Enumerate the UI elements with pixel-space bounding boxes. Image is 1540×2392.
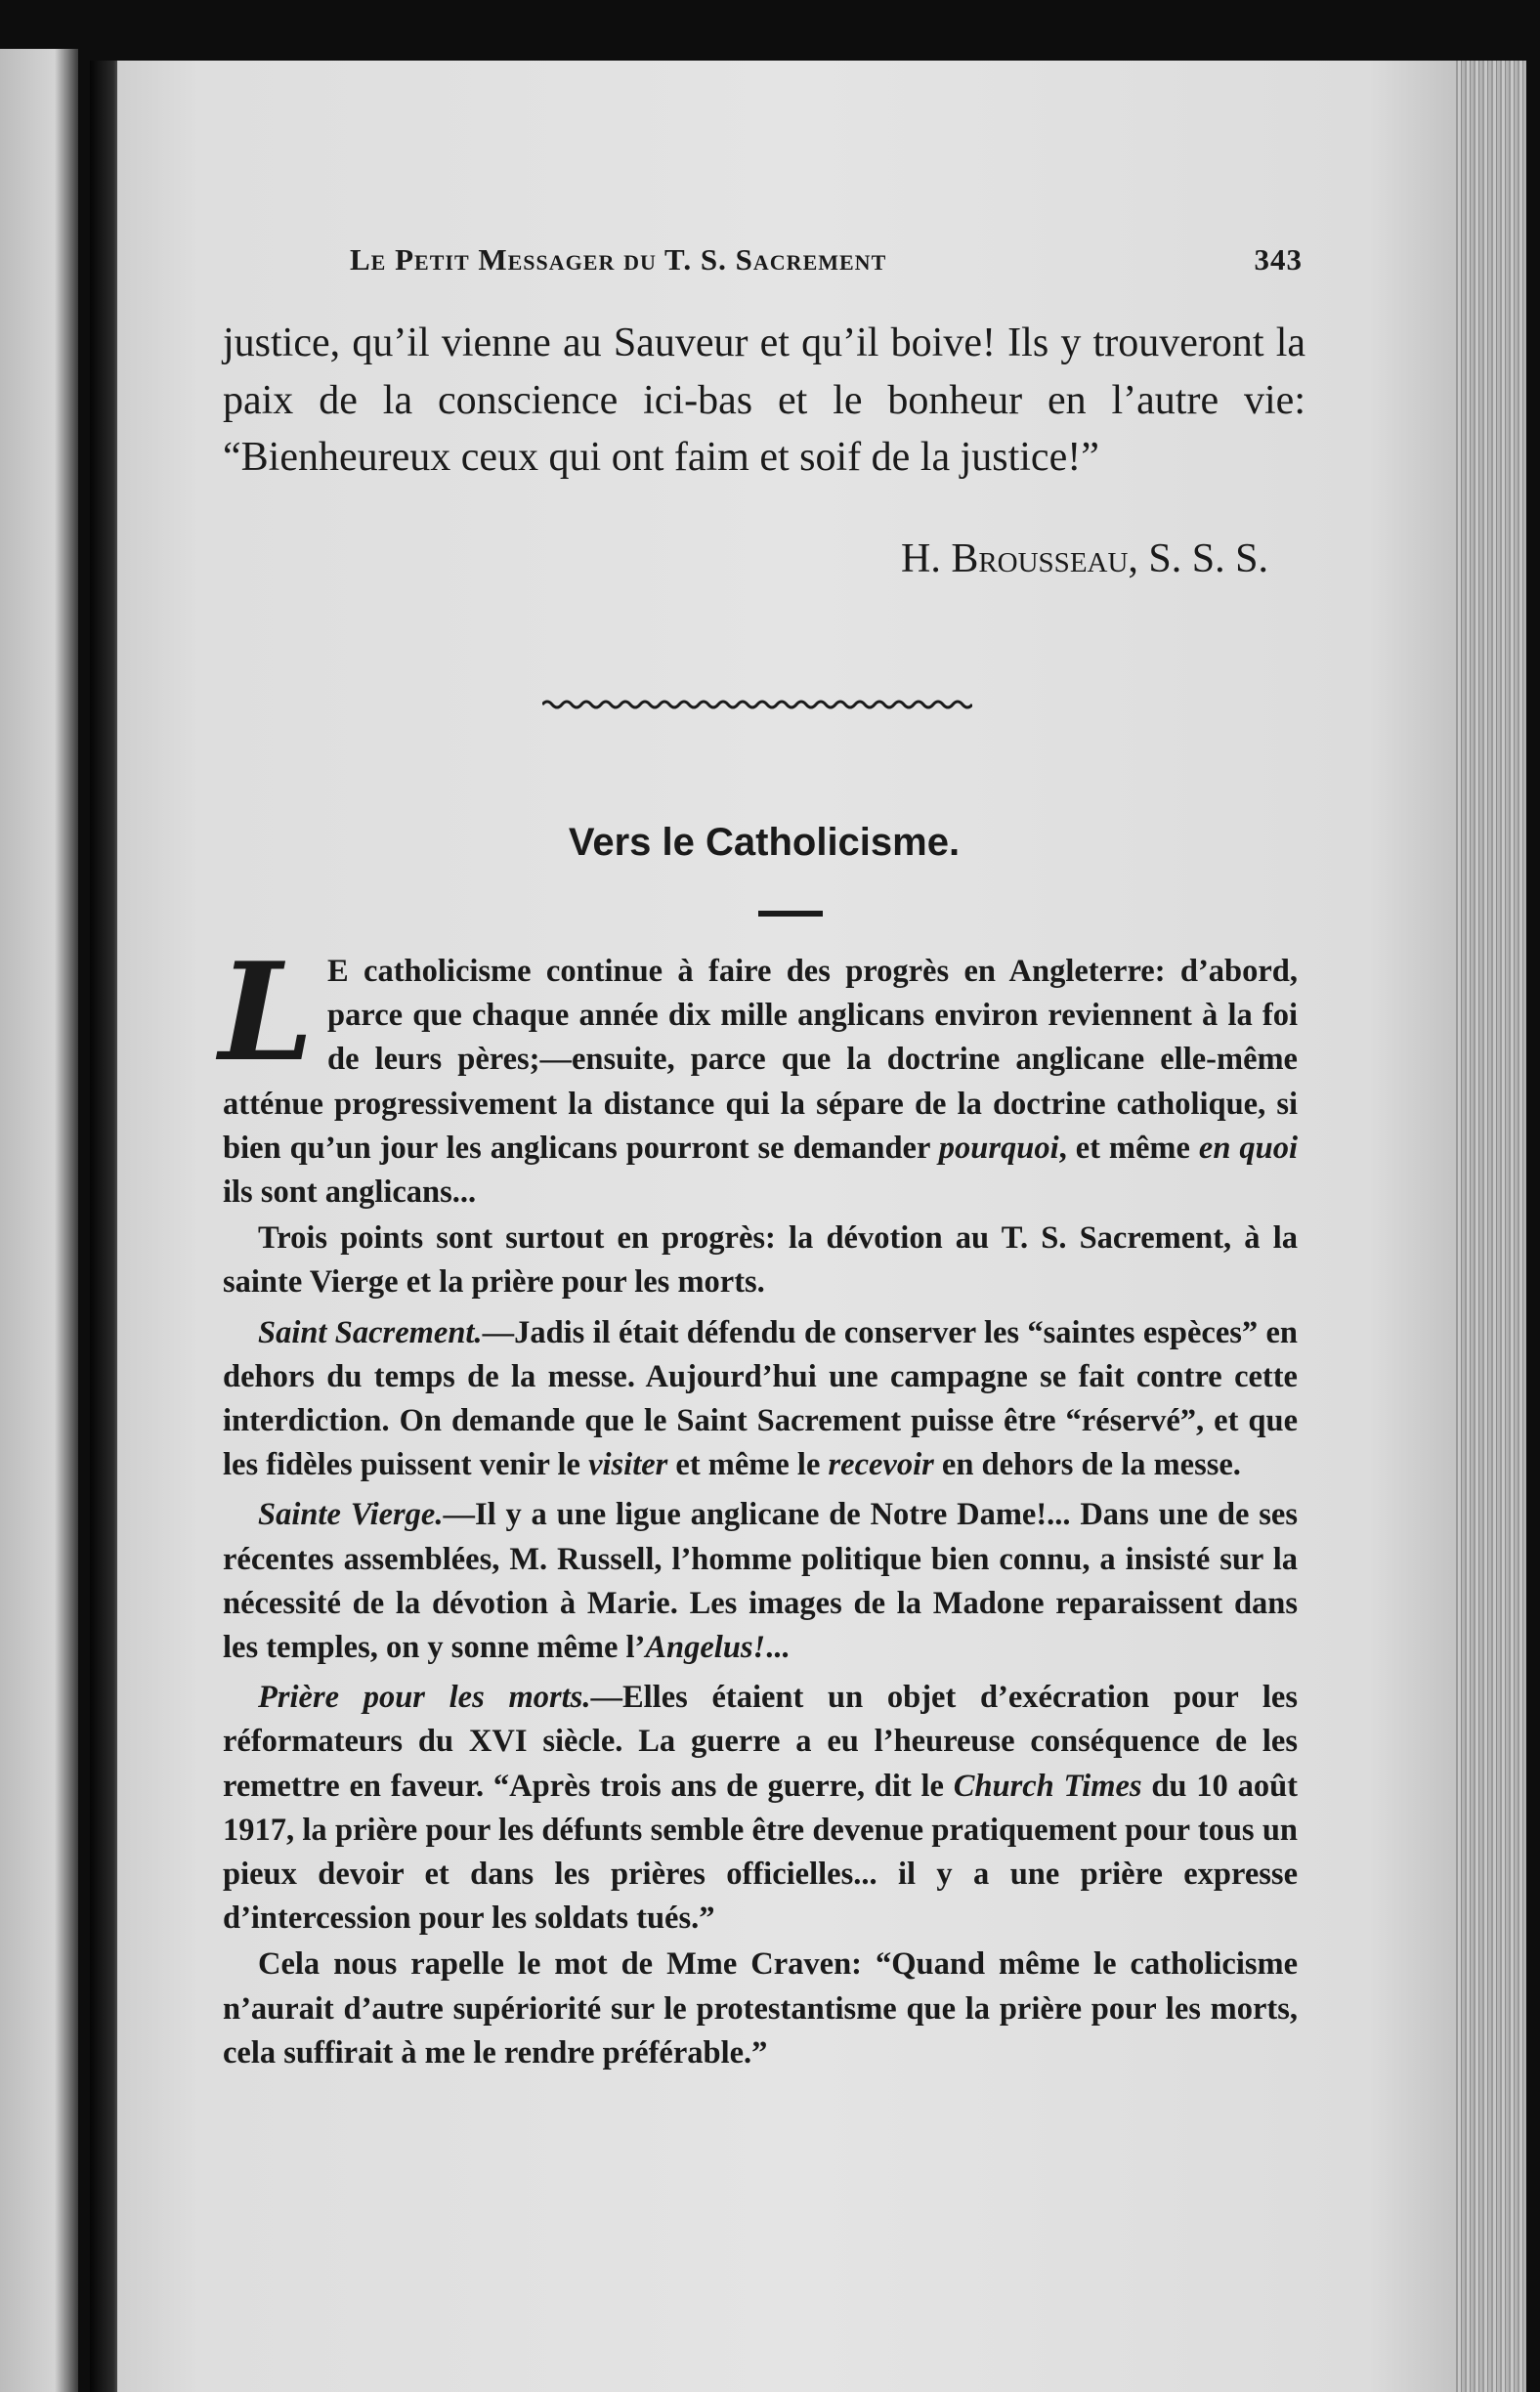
wavy-divider-ornament (542, 696, 972, 713)
paragraph-2: Trois points sont surtout en progrès: la dévotion au T. S. Sacrement, à la sainte Vierge et la prière pour les morts. (223, 1220, 1298, 1301)
paragraph-4: Sainte Vierge.—Il y a une ligue anglicane de Notre Dame!... Dans une de ses récentes assemblées, M. Russell, l’homme politique bien connu, a insisté sur la nécessité de la dévotion à Marie. Les images de la Madone reparaissent dans les temples, on y sonne même l’Angelus!... (223, 1497, 1298, 1666)
author-signature: H. Brousseau, S. S. S. (900, 536, 1268, 581)
section-lead: Prière pour les morts. (258, 1680, 591, 1716)
facing-page-edge (0, 49, 78, 2392)
article-title: Vers le Catholicisme. (568, 821, 961, 864)
title-rule (758, 911, 823, 917)
section-lead: Sainte Vierge. (258, 1497, 444, 1533)
paragraph-6: Cela nous rapelle le mot de Mme Craven: “Quand même le catholicisme n’aurait d’autre supériorité sur le protestantisme que la prière pour les morts, cela suffirait à me le rendre préférable.” (223, 1946, 1298, 2071)
article-body (219, 932, 1299, 2075)
section-lead: Saint Sacrement. (258, 1314, 483, 1350)
running-header (350, 242, 1303, 278)
page-number: 343 (1254, 242, 1303, 277)
paragraph-3: Saint Sacrement.—Jadis il était défendu de conserver les “saintes espèces” en dehors du temps de la messe. Aujourd’hui une campagne se fait contre cette interdiction. On demande que le Saint Sacrement puisse être “réservé”, et que les fidèles puissent venir le visiter et même le recevoir en dehors de la messe. (223, 1314, 1299, 1483)
page-stack-edge (1456, 61, 1526, 2392)
running-title: Le Petit Messager du T. S. Sacrement (350, 242, 887, 277)
paragraph-5: Prière pour les morts.—Elles étaient un objet d’exécration pour les réformateurs du XVI siècle. La guerre a eu l’heureuse conséquence de les remettre en faveur. “Après trois ans de guerre, dit le Church Times du 10 août 1917, la prière pour les défunts semble être devenue pratiquement pour tous un pieux devoir et dans les prières officielles... il y a une prière expresse d’intercession pour les soldats tués.” (223, 1680, 1298, 1937)
continuation-paragraph: justice, qu’il vienne au Sauveur et qu’il boive! Ils y trouveront la paix de la conscience ici-bas et le bonheur en l’autre vie: “Bienheureux ceux qui ont faim et soif de la justice!” (223, 320, 1305, 480)
drop-cap: L (219, 932, 315, 1091)
paragraph-1: L E catholicisme continue à faire des progrès en Angleterre: d’abord, parce que chaque année dix mille anglicans environ reviennent à la foi de leurs pères;—ensuite, parce que la doctrine anglicane elle-même atténue progressivement la distance qui la sépare de la doctrine catholique, si bien qu’un jour les anglicans pourront se demander pourquoi, et même en quoi ils sont anglicans... (219, 932, 1299, 1211)
